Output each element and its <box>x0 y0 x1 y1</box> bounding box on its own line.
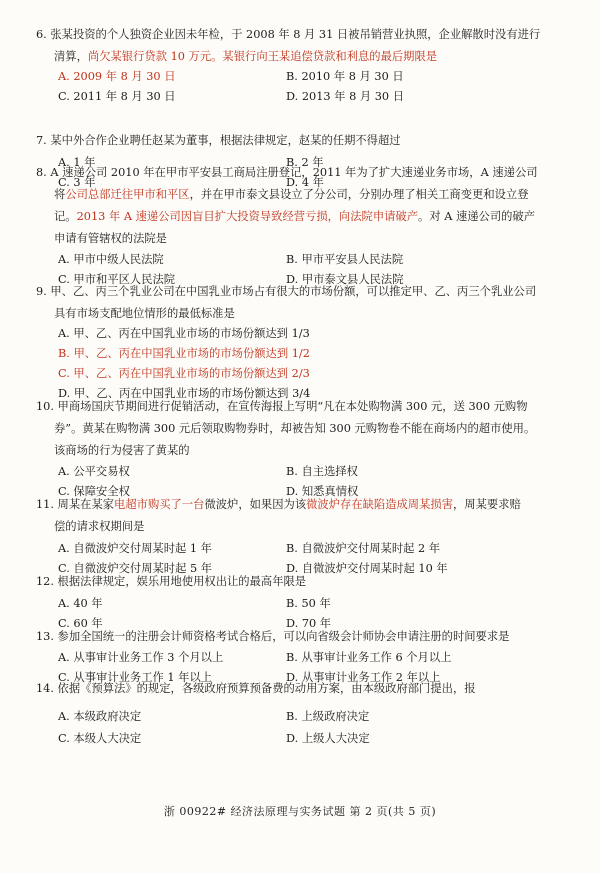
option-c: C. 本级人大决定 <box>58 732 142 745</box>
option-d: D. 2013 年 8 月 30 日 <box>286 90 404 103</box>
question-stem-line <box>36 24 584 46</box>
stem-segment-highlighted: 电超市购买了一台 <box>114 498 205 511</box>
question-11 <box>36 494 584 538</box>
stem-segment: 申请有管辖权的法院是 <box>54 232 167 245</box>
option-b: B. 甲、乙、丙在中国乳业市场的市场份额达到 1/2 <box>58 347 310 360</box>
stem-segment: 将 <box>54 188 66 201</box>
option-a: A. 本级政府决定 <box>58 710 142 723</box>
option-c: C. 2011 年 8 月 30 日 <box>58 90 176 103</box>
option-b: B. 自主选择权 <box>286 465 358 478</box>
question-8 <box>36 162 584 250</box>
option-d: D. 自微波炉交付周某时起 10 年 <box>286 562 448 575</box>
stem-segment: 微波炉，如果因为该 <box>204 498 307 511</box>
question-stem-line <box>36 494 584 516</box>
stem-segment: 该商场的行为侵害了黄某的 <box>54 444 190 457</box>
option-d: D. 甲市泰文县人民法院 <box>286 273 404 286</box>
page-footer: 浙 00922# 经济法原理与实务试题 第 2 页(共 5 页) <box>163 805 437 818</box>
stem-segment: 。对 A 速递公司的破产 <box>418 210 536 223</box>
question-12 <box>36 571 584 593</box>
option-b: B. 2 年 <box>286 156 324 169</box>
question-stem-line <box>36 626 584 648</box>
question-stem-line <box>36 206 584 228</box>
stem-segment: 7. 某中外合作企业聘任赵某为董事，根据法律规定，赵某的任期不得超过 <box>36 134 401 147</box>
option-b: B. 从事审计业务工作 6 个月以上 <box>286 651 452 664</box>
stem-segment: ，周某要求赔 <box>453 498 521 511</box>
option-b: B. 自微波炉交付周某时起 2 年 <box>286 542 441 555</box>
option-d: D. 上级人大决定 <box>286 732 370 745</box>
option-d: D. 从事审计业务工作 2 年以上 <box>286 671 441 684</box>
question-stem-line <box>36 162 584 184</box>
option-d: D. 知悉真情权 <box>286 485 359 498</box>
stem-segment: 清算， <box>54 50 88 63</box>
stem-segment-highlighted: 尚欠某银行贷款 10 万元。某银行向王某追偿贷款和利息的最后期限是 <box>87 50 438 63</box>
option-c: C. 3 年 <box>58 176 96 189</box>
option-d: D. 甲、乙、丙在中国乳业市场的市场份额达到 3/4 <box>58 387 311 400</box>
stem-segment: 具有市场支配地位情形的最低标准是 <box>54 307 235 320</box>
question-stem-line <box>36 46 584 68</box>
question-stem-line <box>36 303 584 325</box>
stem-segment: 12. 根据法律规定，娱乐用地使用权出让的最高年限是 <box>36 575 307 588</box>
stem-segment: 偿的请求权期间是 <box>54 520 145 533</box>
question-stem-line <box>36 571 584 593</box>
option-b: B. 甲市平安县人民法院 <box>286 253 404 266</box>
option-a: A. 从事审计业务工作 3 个月以上 <box>58 651 224 664</box>
option-c: C. 60 年 <box>58 617 103 630</box>
option-b: B. 50 年 <box>286 597 331 610</box>
option-a: A. 甲市中级人民法院 <box>58 253 164 266</box>
option-a: A. 公平交易权 <box>58 465 130 478</box>
stem-segment: 券”。黄某在购物满 300 元后领取购物券时，却被告知 300 元购物卷不能在商场内的超市使用。 <box>54 422 536 435</box>
stem-segment: ，并在甲市泰文县设立了分公司，分别办理了相关工商变更和设立登 <box>189 188 529 201</box>
question-stem-line <box>36 440 584 462</box>
stem-segment-highlighted: 2013 年 A 速递公司因盲目扩大投资导致经营亏损，向法院申请破产 <box>76 210 419 223</box>
option-d: D. 4 年 <box>286 176 324 189</box>
question-14-options <box>58 706 584 750</box>
question-stem-line <box>36 228 584 250</box>
question-14 <box>36 678 584 700</box>
question-stem-line <box>36 184 584 206</box>
question-stem-line <box>36 281 584 303</box>
option-c: C. 从事审计业务工作 1 年以上 <box>58 671 213 684</box>
option-a: A. 甲、乙、丙在中国乳业市场的市场份额达到 1/3 <box>58 327 310 340</box>
question-10 <box>36 396 584 462</box>
option-a: A. 2009 年 8 月 30 日 <box>58 70 176 83</box>
option-c: C. 甲市和平区人民法院 <box>58 273 176 286</box>
option-d: D. 70 年 <box>286 617 332 630</box>
question-stem-line <box>36 678 584 700</box>
stem-segment: 9. 甲、乙、丙三个乳业公司在中国乳业市场占有很大的市场份额，可以推定甲、乙、丙三个乳业公司 <box>36 285 537 298</box>
stem-segment: 13. 参加全国统一的注册会计师资格考试合格后，可以向省级会计师协会申请注册的时间要求是 <box>36 630 510 643</box>
stem-segment: 8. A 速递公司 2010 年在甲市平安县工商局注册登记，2011 年为了扩大速递业务市场，A 速递公司 <box>36 166 538 179</box>
question-stem-line <box>36 396 584 418</box>
option-c: C. 保障安全权 <box>58 485 130 498</box>
stem-segment-highlighted: 微波炉存在缺陷造成周某损害 <box>306 498 453 511</box>
question-stem-line <box>36 130 584 152</box>
stem-segment: 6. 张某投资的个人独资企业因未年检，于 2008 年 8 月 31 日被吊销营业执照，企业解散时没有进行 <box>36 28 541 41</box>
question-6-options <box>58 67 584 107</box>
question-7 <box>36 130 584 152</box>
stem-segment: 记。 <box>54 210 77 223</box>
question-9 <box>36 281 584 325</box>
question-stem-line <box>36 418 584 440</box>
question-stem-line <box>36 516 584 538</box>
stem-segment-highlighted: 公司总部迁往甲市和平区 <box>65 188 190 201</box>
option-b: B. 2010 年 8 月 30 日 <box>286 70 404 83</box>
stem-segment: 14. 依据《预算法》的规定，各级政府预算预备费的动用方案，由本级政府部门提出，报 <box>36 682 476 695</box>
question-6 <box>36 24 584 68</box>
option-a: A. 自微波炉交付周某时起 1 年 <box>58 542 212 555</box>
stem-segment: 11. 周某在某家 <box>36 498 115 511</box>
question-13 <box>36 626 584 648</box>
stem-segment: 10. 甲商场国庆节期间进行促销活动，在宣传海报上写明“凡在本处购物满 300 元，送 300 元购物 <box>36 400 528 413</box>
question-9-options <box>58 324 584 404</box>
option-b: B. 上级政府决定 <box>286 710 370 723</box>
option-c: C. 甲、乙、丙在中国乳业市场的市场份额达到 2/3 <box>58 367 310 380</box>
option-a: A. 40 年 <box>58 597 103 610</box>
option-c: C. 自微波炉交付周某时起 5 年 <box>58 562 213 575</box>
option-a: A. 1 年 <box>58 156 96 169</box>
